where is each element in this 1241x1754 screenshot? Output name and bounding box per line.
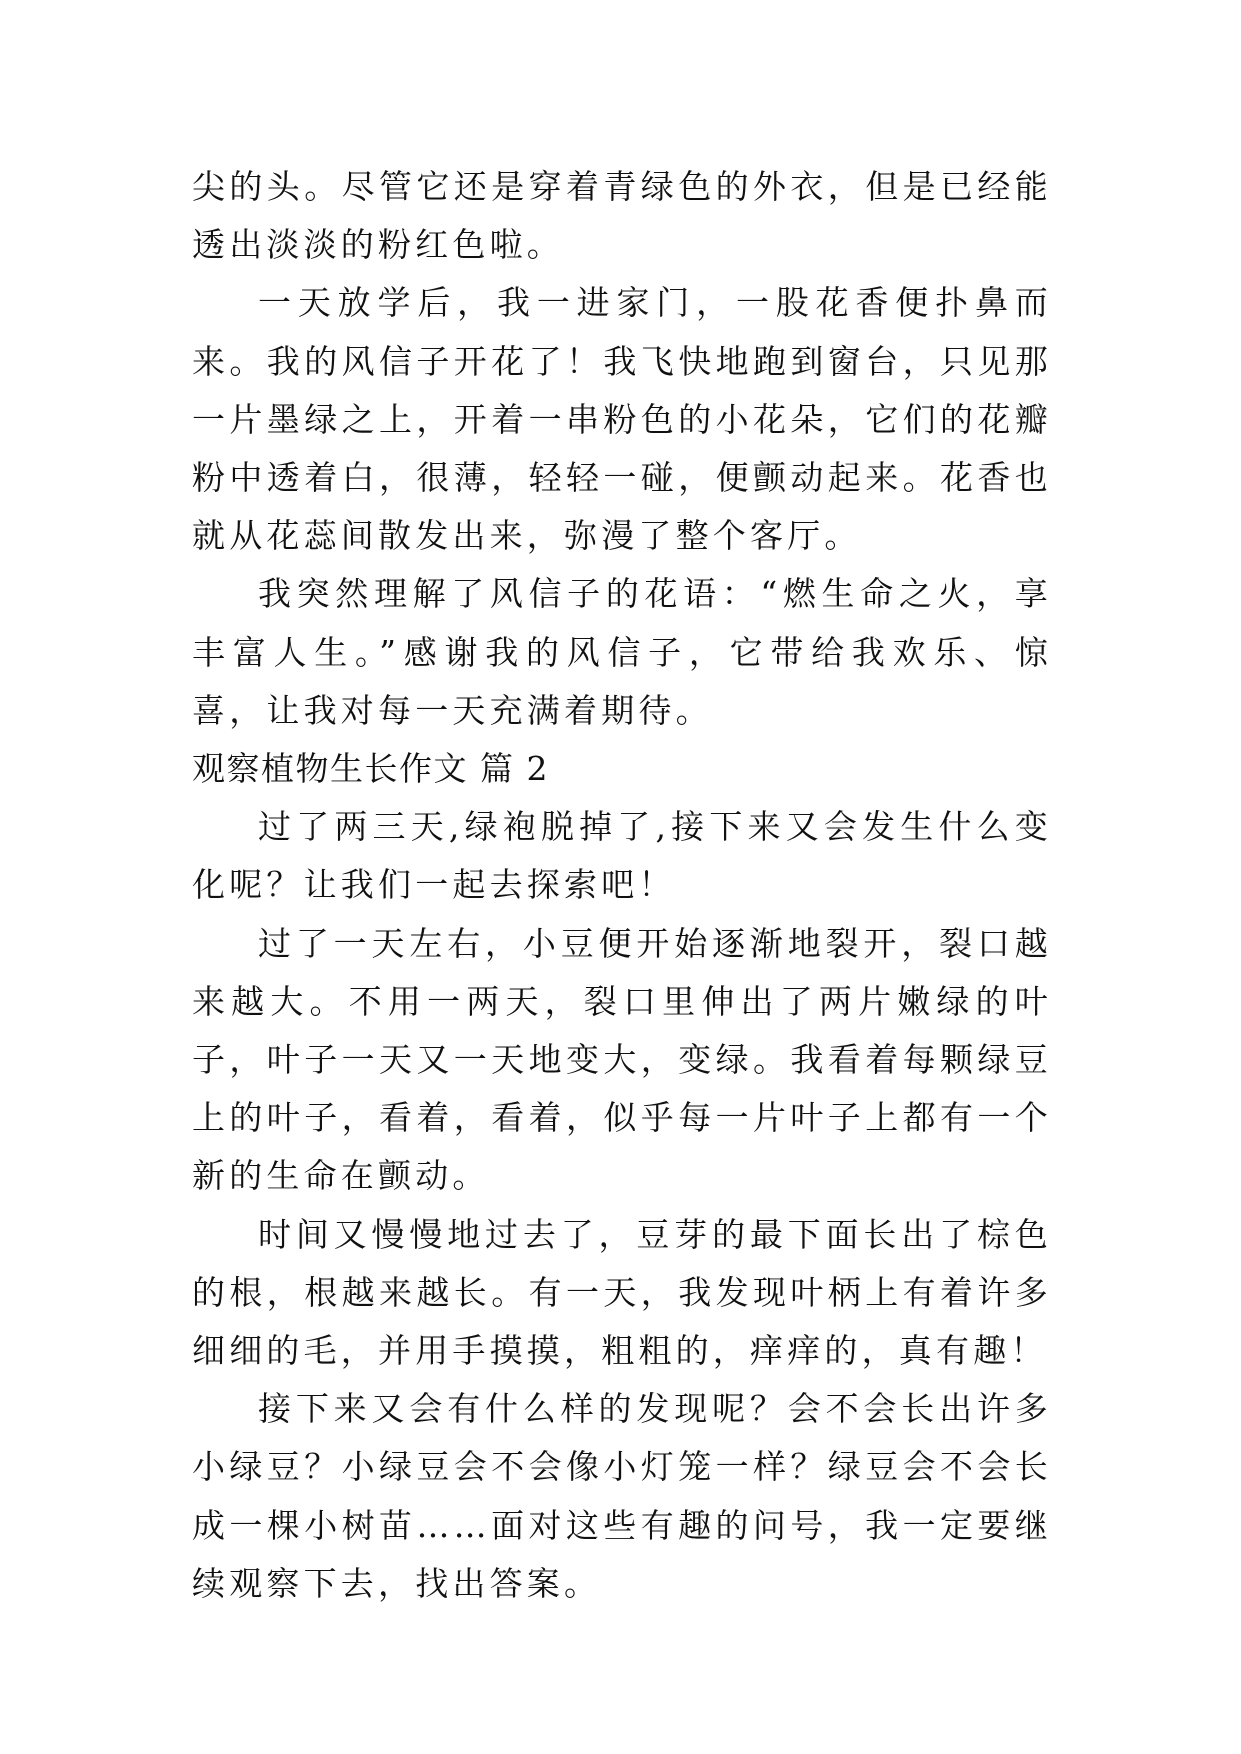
document-body bbox=[192, 158, 1052, 1613]
paragraph-continuation: 尖的头。尽管它还是穿着青绿色的外衣，但是已经能透出淡淡的粉红色啦。 bbox=[192, 167, 1052, 265]
paragraph: 时间又慢慢地过去了，豆芽的最下面长出了棕色的根，根越来越长。有一天，我发现叶柄上有着许多细细的毛，并用手摸摸，粗粗的，痒痒的，真有趣！ bbox=[192, 1214, 1052, 1371]
paragraph: 接下来又会有什么样的发现呢？会不会长出许多小绿豆？小绿豆会不会像小灯笼一样？绿豆会不会长成一棵小树苗……面对这些有趣的问号，我一定要继续观察下去，找出答案。 bbox=[192, 1389, 1052, 1603]
paragraph: 过了一天左右，小豆便开始逐渐地裂开，裂口越来越大。不用一两天，裂口里伸出了两片嫩绿的叶子，叶子一天又一天地变大，变绿。我看着每颗绿豆上的叶子，看着，看着，似乎每一片叶子上都有一个新的生命在颤动。 bbox=[192, 923, 1052, 1196]
paragraph: 我突然理解了风信子的花语：“燃生命之火，享丰富人生。”感谢我的风信子，它带给我欢乐、惊喜，让我对每一天充满着期待。 bbox=[192, 574, 1052, 730]
section-heading: 观察植物生长作文 篇 2 bbox=[192, 749, 549, 789]
paragraph: 过了两三天,绿袍脱掉了,接下来又会发生什么变化呢？让我们一起去探索吧！ bbox=[192, 807, 1052, 905]
paragraph: 一天放学后，我一进家门，一股花香便扑鼻而来。我的风信子开花了！我飞快地跑到窗台，只见那一片墨绿之上，开着一串粉色的小花朵，它们的花瓣粉中透着白，很薄，轻轻一碰，便颤动起来。花香也就从花蕊间散发出来，弥漫了整个客厅。 bbox=[192, 283, 1052, 556]
